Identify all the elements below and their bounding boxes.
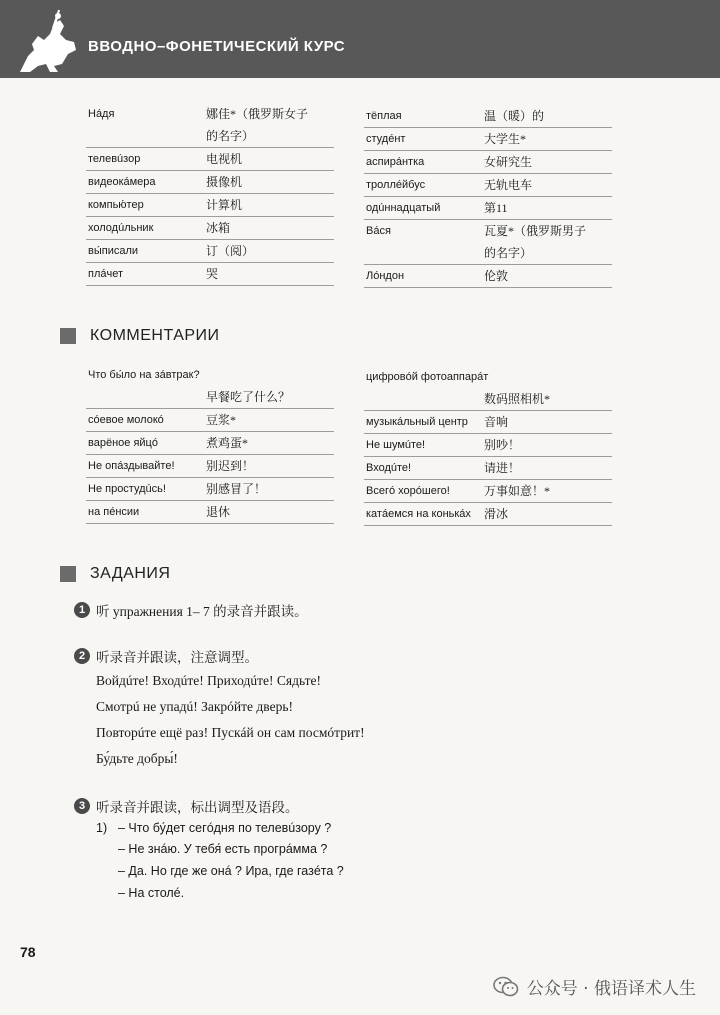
vocab-chinese-translation [206, 171, 334, 193]
comments-table-left [86, 364, 334, 524]
vocab-russian-word: видеокáмера [88, 176, 156, 188]
section-square-icon [60, 328, 76, 344]
page-header [0, 0, 720, 78]
vocab-russian-word: одúннадцатый [366, 202, 441, 214]
comment-russian-phrase: варёное яйцó [88, 437, 158, 449]
comment-row [86, 432, 334, 455]
vocab-row [86, 263, 334, 286]
translation-line: 的名字） [484, 246, 533, 260]
vocab-russian-word: плáчет [88, 268, 124, 280]
comment-russian-phrase: Всегó хорóшего! [366, 485, 450, 497]
vocab-russian-word: аспирáнтка [366, 156, 425, 168]
dialog-line: – Не знáю. У тебя́ есть прогрáмма ? [118, 842, 328, 856]
translation-line: 无轨电车 [484, 178, 533, 192]
watermark [493, 974, 696, 999]
vocab-chinese-translation [484, 265, 612, 287]
tasks-title: ЗАДАНИЯ [90, 565, 171, 582]
comment-russian-phrase: Не опáздывайте! [88, 460, 175, 472]
comment-row [364, 457, 612, 480]
comment-russian-phrase: музыкáльный центр [366, 416, 468, 428]
vocab-row [364, 128, 612, 151]
comment-russian-phrase: катáемся на конькáх [366, 508, 471, 520]
vocab-chinese-translation [206, 103, 334, 147]
task-2-line: Смотрú не упадú! Закрóйте дверь! [96, 699, 293, 714]
vocab-chinese-translation [484, 105, 612, 127]
vocab-chinese-translation [206, 263, 334, 285]
watermark-text: 公众号 · 俄语译术人生 [526, 979, 696, 999]
comment-chinese-translation: 早餐吃了什么？ [206, 390, 291, 404]
comment-row [364, 366, 612, 411]
vocab-row [86, 103, 334, 148]
translation-line: 计算机 [206, 198, 243, 212]
task-3-text: 听录音并跟读，标出调型及语段。 [96, 800, 299, 815]
vocab-table-left [86, 103, 334, 286]
vocab-row [86, 194, 334, 217]
task-2-line: Бу́дьте добры́! [96, 751, 178, 766]
comment-row [86, 455, 334, 478]
translation-line: 冰箱 [206, 221, 231, 235]
task-2-line: Повторúте ещё раз! Пускáй он сам посмóтрит! [96, 725, 365, 740]
vocab-russian-word: Вáся [366, 225, 391, 237]
vocab-chinese-translation [484, 174, 612, 196]
comment-row [86, 364, 334, 409]
vocab-chinese-translation [484, 220, 612, 264]
translation-line: 摄像机 [206, 175, 243, 189]
vocab-chinese-translation [484, 197, 612, 219]
vocab-chinese-translation [484, 128, 612, 150]
comment-russian-phrase: Что бы́ло на зáвтрак? [88, 369, 200, 381]
comment-russian-phrase: сóевое молокó [88, 414, 164, 426]
vocab-row [364, 197, 612, 220]
vocab-row [364, 174, 612, 197]
vocab-chinese-translation [206, 194, 334, 216]
task-1-text: 听 упражнения 1– 7 的录音并跟读。 [96, 604, 308, 619]
translation-line: 第11 [484, 201, 508, 215]
comment-chinese-translation: 退休 [206, 505, 231, 519]
task-number-badge: 2 [74, 648, 90, 664]
task-number-badge: 3 [74, 798, 90, 814]
comment-chinese-translation: 请进！ [484, 461, 521, 475]
comment-row [364, 480, 612, 503]
vocab-russian-word: вы́писали [88, 245, 139, 257]
comment-russian-phrase: на пéнсии [88, 506, 140, 518]
comments-title: КОММЕНТАРИИ [90, 327, 220, 344]
vocab-russian-word: Лóндон [366, 270, 405, 282]
vocab-row [364, 265, 612, 288]
task-3-item-number: 1) [96, 821, 108, 835]
comment-row [364, 411, 612, 434]
task-number-badge: 1 [74, 602, 90, 618]
task-2 [74, 646, 258, 666]
comment-row [364, 434, 612, 457]
translation-line: 哭 [206, 267, 219, 281]
task-1 [74, 600, 308, 620]
comment-chinese-translation: 音响 [484, 415, 509, 429]
vocab-row [86, 217, 334, 240]
translation-line: 伦敦 [484, 269, 509, 283]
wechat-icon [493, 976, 519, 998]
comment-row [86, 501, 334, 524]
section-square-icon [60, 566, 76, 582]
comment-chinese-translation: 数码照相机* [484, 392, 551, 406]
comment-chinese-translation: 别感冒了！ [206, 482, 267, 496]
vocab-russian-word: троллéйбус [366, 179, 426, 191]
vocab-chinese-translation [206, 217, 334, 239]
comments-table-right [364, 366, 612, 526]
vocab-russian-word: холодúльник [88, 222, 154, 234]
vocab-chinese-translation [206, 148, 334, 170]
translation-line: 娜佳*（俄罗斯女子 [206, 107, 309, 121]
task-2-line: Войдúте! Входúте! Приходúте! Сядьте! [96, 673, 321, 688]
comment-russian-phrase: Входúте! [366, 462, 412, 474]
vocab-row [86, 240, 334, 263]
dialog-line: – На столé. [118, 886, 185, 900]
vocab-chinese-translation [484, 151, 612, 173]
comment-chinese-translation: 煮鸡蛋* [206, 436, 249, 450]
translation-line: 电视机 [206, 152, 243, 166]
vocab-row [86, 171, 334, 194]
comment-chinese-translation: 别吵！ [484, 438, 521, 452]
tasks-heading [60, 565, 170, 583]
vocab-row [364, 151, 612, 174]
comment-chinese-translation: 万事如意！* [484, 484, 551, 498]
task-2-text: 听录音并跟读，注意调型。 [96, 650, 258, 665]
vocab-russian-word: компью́тер [88, 199, 144, 211]
comment-row [86, 478, 334, 501]
translation-line: 大学生* [484, 132, 527, 146]
comment-russian-phrase: цифровóй фотоаппарáт [366, 371, 489, 383]
translation-line: 女研究生 [484, 155, 533, 169]
vocab-chinese-translation [206, 240, 334, 262]
vocab-russian-word: Нáдя [88, 108, 115, 120]
header-title: ВВОДНО–ФОНЕТИЧЕСКИЙ КУРС [88, 38, 346, 55]
comment-russian-phrase: Не простудúсь! [88, 483, 166, 495]
vocab-russian-word: студéнт [366, 133, 406, 145]
dialog-line: – Что бу́дет сегóдня по телевúзору ? [118, 821, 332, 835]
comment-russian-phrase: Не шумúте! [366, 439, 426, 451]
translation-line: 订（阅） [206, 244, 255, 258]
comment-row [364, 503, 612, 526]
task-3 [74, 796, 299, 816]
vocab-russian-word: тёплая [366, 110, 402, 122]
comment-row [86, 409, 334, 432]
vocab-row [364, 220, 612, 265]
page-number: 78 [20, 944, 36, 960]
comment-chinese-translation: 别迟到！ [206, 459, 255, 473]
vocab-table-right [364, 105, 612, 288]
vocab-russian-word: телевúзор [88, 153, 141, 165]
comments-heading [60, 327, 220, 345]
comment-chinese-translation: 豆浆* [206, 413, 237, 427]
vocab-row [86, 148, 334, 171]
comment-chinese-translation: 滑冰 [484, 507, 509, 521]
vocab-row [364, 105, 612, 128]
dialog-line: – Да. Но где же онá ? Ира, где газéта ? [118, 864, 344, 878]
horseman-logo-icon [14, 6, 86, 76]
translation-line: 的名字） [206, 129, 255, 143]
translation-line: 瓦夏*（俄罗斯男子 [484, 224, 587, 238]
translation-line: 温（暖）的 [484, 109, 545, 123]
